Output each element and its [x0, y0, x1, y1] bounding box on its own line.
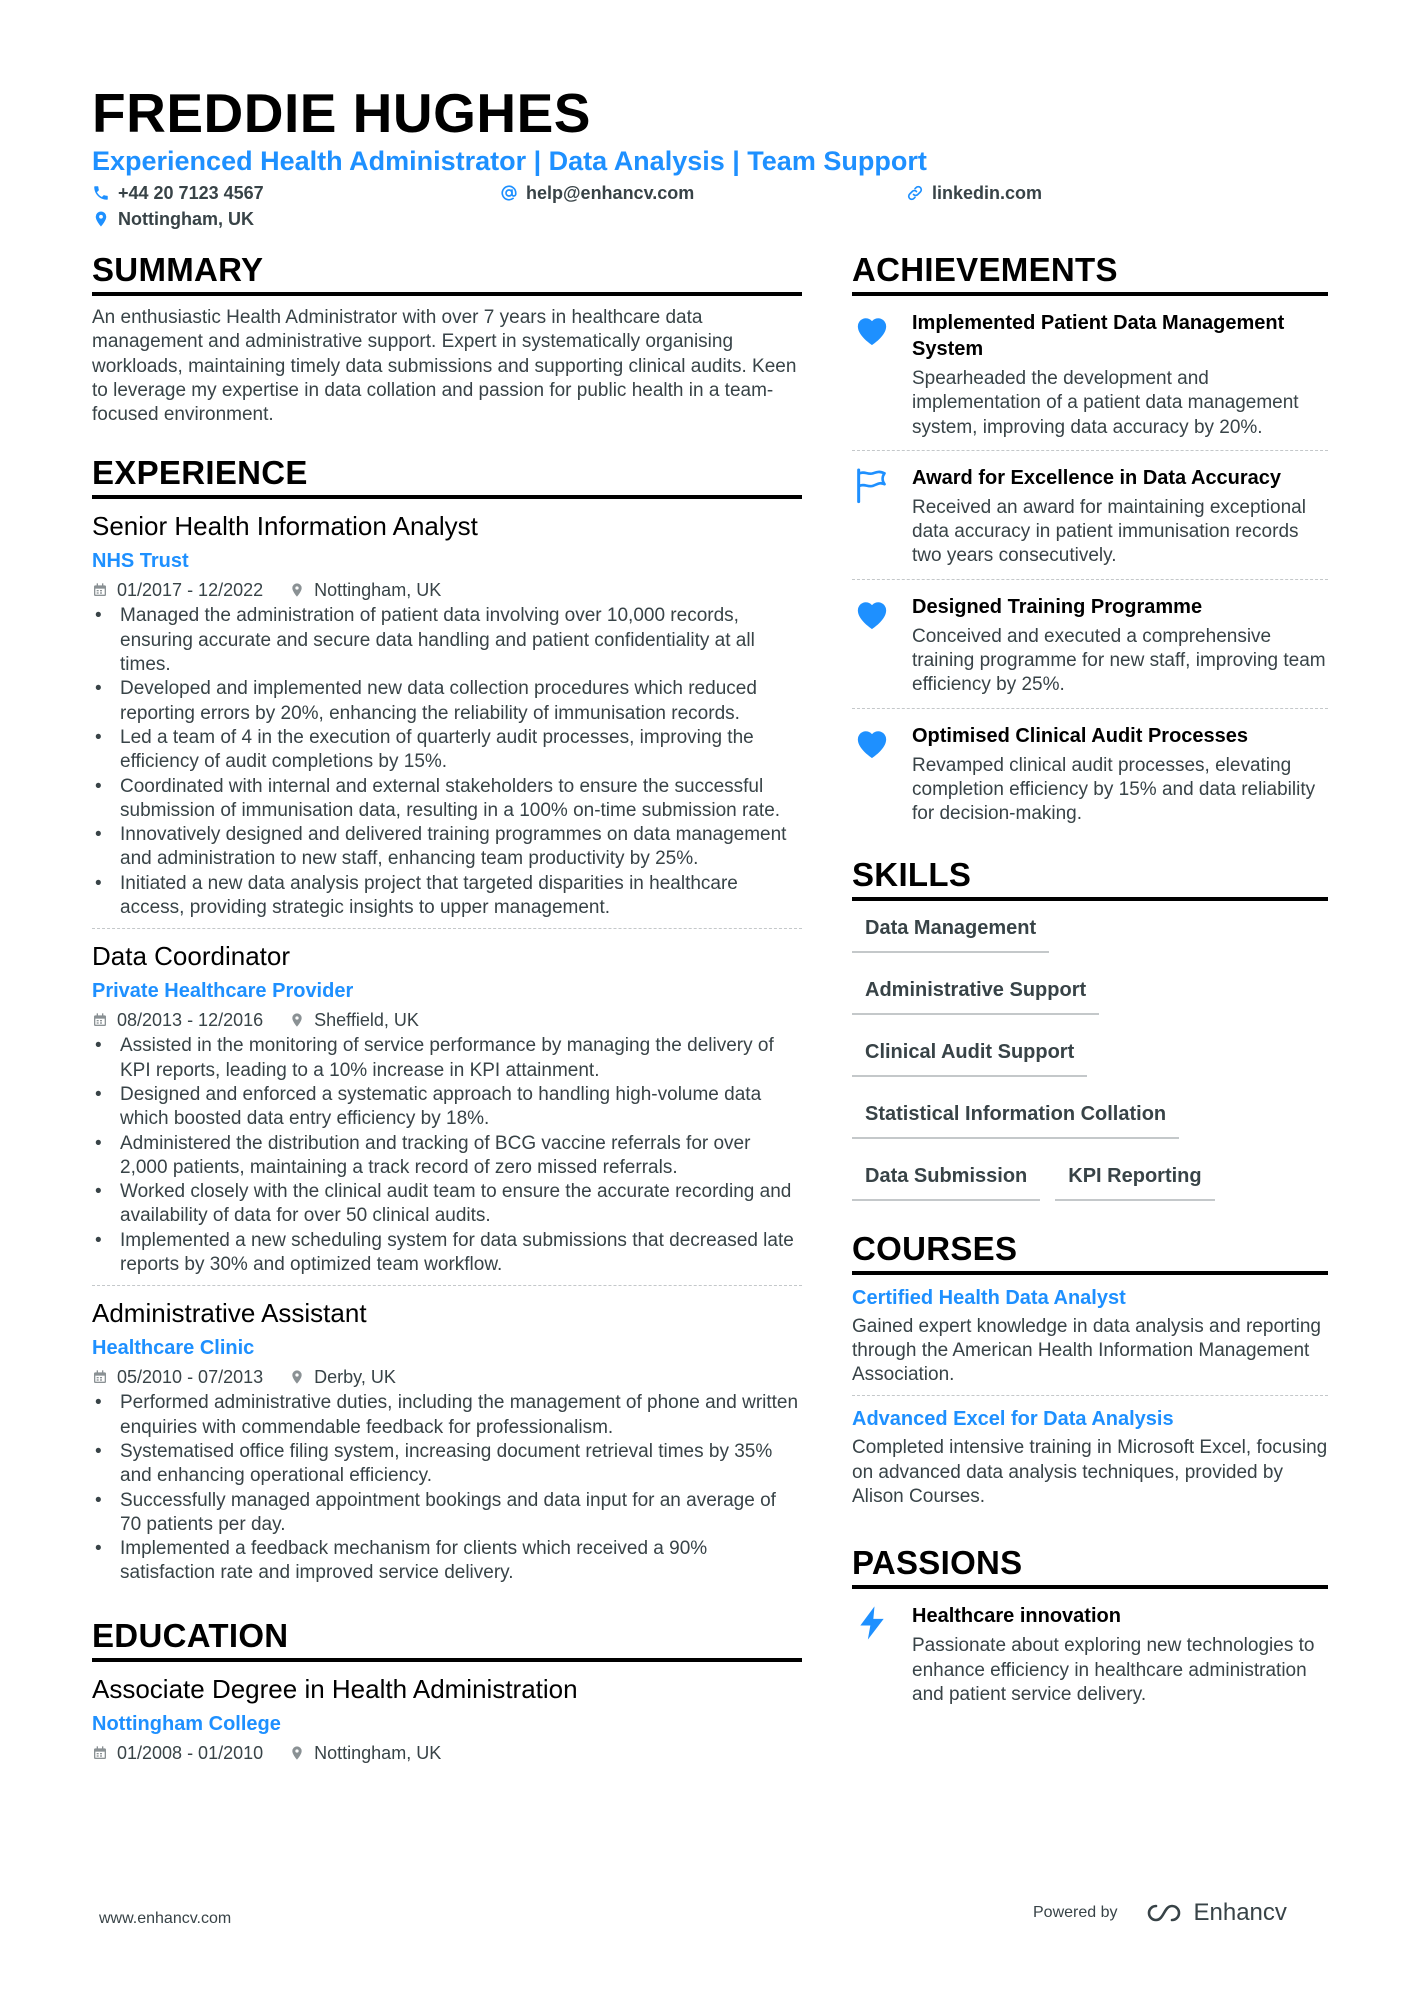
list-item: • Administered the distribution and tracking of BCG vaccine referrals for over 2,000 patients, maintaining a track record of zero missed referrals. — [92, 1132, 802, 1181]
brand-name: Enhancv — [1193, 1899, 1287, 1926]
skill-tag: Statistical Information Collation — [852, 1099, 1179, 1139]
divider — [852, 579, 1328, 580]
right-column — [852, 250, 1328, 1717]
calendar-icon — [92, 582, 108, 598]
divider — [852, 1395, 1328, 1396]
education-location: Nottingham, UK — [314, 1742, 442, 1763]
achievement-title: Optimised Clinical Audit Processes — [912, 724, 1249, 747]
passions-section — [852, 1543, 1328, 1717]
email-text: help@enhancv.com — [526, 183, 695, 203]
job-role: Data Coordinator — [92, 941, 290, 972]
candidate-name: FREDDIE HUGHES — [92, 82, 591, 144]
achievement-desc: Revamped clinical audit processes, elevating completion efficiency by 15% and data reliability for decision-making. — [912, 754, 1316, 825]
summary-text: An enthusiastic Health Administrator with over 7 years in healthcare data management and administrative support. Expert in systematically organising workloads, maintaining timely data submissions and supporting clinical audits. Keen to leverage my expertise in data collation and passion for public health in a team-focused environment. — [92, 307, 797, 426]
heart-icon — [852, 594, 912, 698]
skills-section — [852, 855, 1328, 1223]
job-bullets — [92, 604, 802, 920]
divider — [92, 1285, 802, 1286]
job-bullets — [92, 1034, 802, 1277]
skill-tag: Clinical Audit Support — [852, 1037, 1087, 1077]
job-location: Sheffield, UK — [314, 1010, 419, 1031]
contact-linkedin[interactable] — [906, 181, 1042, 205]
summary-title: SUMMARY — [92, 250, 802, 296]
job-role: Administrative Assistant — [92, 1298, 367, 1329]
job-meta — [92, 1008, 802, 1032]
job-company: Private Healthcare Provider — [92, 980, 354, 1003]
job-role: Senior Health Information Analyst — [92, 511, 478, 542]
achievement-item — [852, 306, 1328, 450]
course-desc: Gained expert knowledge in data analysis and reporting through the American Health Information Management Association. — [852, 1315, 1321, 1386]
job-dates: 08/2013 - 12/2016 — [117, 1010, 264, 1031]
skill-tag: KPI Reporting — [1055, 1161, 1214, 1201]
list-item: • Performed administrative duties, including the management of phone and written enquiries with commendable feedback for professionalism. — [92, 1391, 802, 1440]
contact-email[interactable] — [500, 181, 694, 205]
education-title: EDUCATION — [92, 1616, 802, 1662]
calendar-icon — [92, 1369, 108, 1385]
passion-title: Healthcare innovation — [912, 1605, 1121, 1628]
phone-text: +44 20 7123 4567 — [118, 183, 264, 203]
achievements-section — [852, 250, 1328, 837]
contact-phone[interactable] — [92, 181, 264, 205]
skill-tag: Administrative Support — [852, 975, 1099, 1015]
job-dates: 05/2010 - 07/2013 — [117, 1367, 264, 1388]
list-item: • Coordinated with internal and external stakeholders to ensure the successful submission of immunisation data, resulting in a 100% on-time submission rate. — [92, 775, 802, 824]
list-item: • Innovatively designed and delivered training programmes on data management and administration to new staff, enhancing team productivity by 25%. — [92, 823, 802, 872]
list-item: • Successfully managed appointment bookings and data input for an average of 70 patients per day. — [92, 1489, 802, 1538]
left-column — [92, 250, 802, 1765]
courses-title: COURSES — [852, 1229, 1328, 1275]
flag-icon — [852, 465, 912, 569]
achievement-desc: Conceived and executed a comprehensive training programme for new staff, improving team efficiency by 25%. — [912, 625, 1326, 696]
course-title: Advanced Excel for Data Analysis — [852, 1408, 1174, 1431]
job-location: Derby, UK — [314, 1367, 396, 1388]
location-pin-icon — [92, 210, 110, 228]
list-item: • Developed and implemented new data collection procedures which reduced reporting errors by 20%, enhancing the reliability of immunisation records. — [92, 677, 802, 726]
job-entry — [92, 1296, 802, 1585]
enhancv-logo-icon — [1142, 1900, 1186, 1926]
list-item: • Implemented a new scheduling system for data submissions that decreased late reports by 30% and optimized team workflow. — [92, 1229, 802, 1278]
list-item: • Worked closely with the clinical audit team to ensure the accurate recording and availability of data for over 50 clinical audits. — [92, 1180, 802, 1229]
skills-title: SKILLS — [852, 855, 1328, 901]
list-item: • Implemented a feedback mechanism for clients which received a 90% satisfaction rate and improved service delivery. — [92, 1537, 802, 1586]
heart-icon — [852, 723, 912, 827]
divider — [92, 928, 802, 929]
list-item: • Assisted in the monitoring of service performance by managing the delivery of KPI reports, leading to a 10% increase in KPI attainment. — [92, 1034, 802, 1083]
linkedin-text: linkedin.com — [932, 183, 1043, 203]
achievement-item — [852, 719, 1328, 837]
course-item — [852, 1285, 1328, 1388]
achievement-item — [852, 590, 1328, 708]
calendar-icon — [92, 1012, 108, 1028]
passions-title: PASSIONS — [852, 1543, 1328, 1589]
skills-list — [852, 913, 1328, 1223]
job-location: Nottingham, UK — [314, 580, 442, 601]
job-entry — [92, 509, 802, 929]
education-dates: 01/2008 - 01/2010 — [117, 1742, 264, 1763]
education-section — [92, 1616, 802, 1765]
education-degree: Associate Degree in Health Administration — [92, 1673, 578, 1704]
location-text: Nottingham, UK — [118, 209, 254, 229]
brand-logo[interactable] — [1142, 1899, 1287, 1927]
list-item: • Managed the administration of patient data involving over 10,000 records, ensuring accurate and secure data handling and patient confidentiality at all times. — [92, 604, 802, 677]
experience-section — [92, 453, 802, 1585]
achievement-title: Designed Training Programme — [912, 595, 1203, 618]
powered-by-text: Powered by — [1033, 1904, 1118, 1921]
contact-location — [92, 207, 254, 231]
achievement-item — [852, 461, 1328, 579]
job-meta — [92, 578, 802, 602]
list-item: • Initiated a new data analysis project that targeted disparities in healthcare access, providing strategic insights to upper management. — [92, 872, 802, 921]
location-pin-icon — [289, 1012, 305, 1028]
divider — [852, 708, 1328, 709]
summary-section — [92, 250, 802, 427]
job-dates: 01/2017 - 12/2022 — [117, 580, 264, 601]
job-meta — [92, 1365, 802, 1389]
job-company: Healthcare Clinic — [92, 1337, 255, 1360]
achievement-title: Implemented Patient Data Management System — [912, 312, 1285, 360]
link-icon — [906, 184, 924, 202]
achievements-title: ACHIEVEMENTS — [852, 250, 1328, 296]
candidate-tagline: Experienced Health Administrator | Data Analysis | Team Support — [92, 146, 927, 176]
education-meta — [92, 1741, 802, 1765]
divider — [852, 450, 1328, 451]
location-pin-icon — [289, 582, 305, 598]
list-item: • Designed and enforced a systematic approach to handling high-volume data which boosted data entry efficiency by 18%. — [92, 1083, 802, 1132]
courses-section — [852, 1229, 1328, 1510]
passion-desc: Passionate about exploring new technologies to enhance efficiency in healthcare administration and patient service delivery. — [912, 1635, 1315, 1705]
location-pin-icon — [289, 1369, 305, 1385]
course-title: Certified Health Data Analyst — [852, 1286, 1126, 1309]
skill-tag: Data Submission — [852, 1161, 1040, 1201]
heart-icon — [852, 310, 912, 440]
experience-title: EXPERIENCE — [92, 453, 802, 499]
job-entry — [92, 939, 802, 1286]
list-item: • Systematised office filing system, increasing document retrieval times by 35% and enhancing operational efficiency. — [92, 1440, 802, 1489]
achievement-desc: Spearheaded the development and implementation of a patient data management system, improving data accuracy by 20%. — [912, 368, 1299, 438]
passion-item — [852, 1599, 1328, 1717]
lightning-icon — [852, 1603, 912, 1707]
course-desc: Completed intensive training in Microsoft Excel, focusing on advanced data analysis techniques, provided by Alison Courses. — [852, 1437, 1328, 1508]
calendar-icon — [92, 1745, 108, 1761]
at-icon — [500, 184, 518, 202]
location-pin-icon — [289, 1745, 305, 1761]
skill-tag: Data Management — [852, 913, 1049, 953]
achievement-desc: Received an award for maintaining exceptional data accuracy in patient immunisation records two years consecutively. — [912, 496, 1306, 567]
job-company: NHS Trust — [92, 550, 189, 573]
phone-icon — [92, 184, 110, 202]
achievement-title: Award for Excellence in Data Accuracy — [912, 466, 1282, 489]
course-item — [852, 1406, 1328, 1509]
list-item: • Led a team of 4 in the execution of quarterly audit processes, improving the efficiency of audit completions by 15%. — [92, 726, 802, 775]
footer-branding — [1033, 1899, 1287, 1927]
footer-website[interactable]: www.enhancv.com — [99, 1910, 232, 1927]
education-school: Nottingham College — [92, 1712, 281, 1735]
job-bullets — [92, 1391, 802, 1585]
